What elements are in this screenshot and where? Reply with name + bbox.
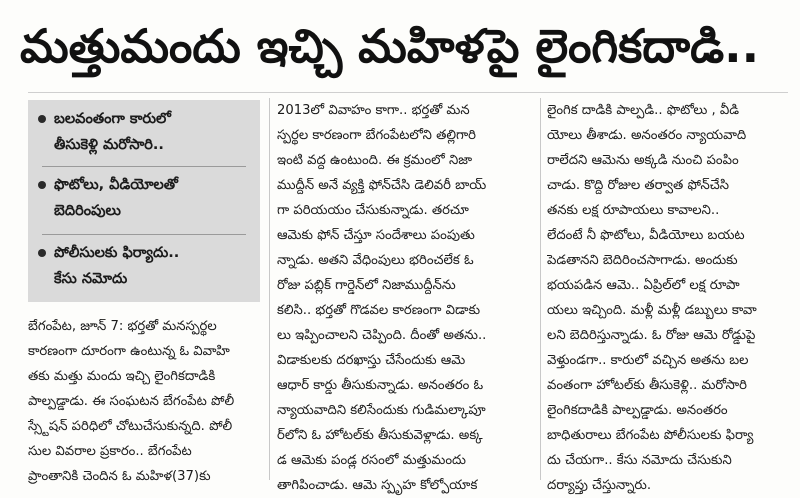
highlight-item [38, 172, 256, 226]
bullet-icon [38, 115, 46, 123]
highlight-text: పోలీసులకు ఫిర్యాదు.. కేసు నమోదు [54, 245, 180, 287]
highlights-box [28, 100, 260, 302]
article-column-right: లైంగిక దాడికి పాల్పడి.. ఫొటోలు , వీడి యోలు తీశాడు. అనంతరం న్యాయవాది రాలేదని ఆమెను అక్కడి నుంచి పంపిం చాడు. కొద్ది రోజుల తర్వాత ఫోన్‌చేసి తనకు లక్ష రూపాయలు కావాలని.. లేదంటే నీ ఫొటోలు, వీడియోలు బయట పెడతానని బెదిరించసాగాడు. అందుకు భయపడిన ఆమె.. ఏప్రిల్‌లో లక్ష రూపా యలు ఇచ్చింది. మళ్లీ మళ్లీ డబ్బులు కావా లని బెదిరిస్తున్నాడు. ఓ రోజు ఆమె రోడ్డుపై వెళ్తుండగా.. కారులో వచ్చిన అతను బల వంతంగా హోటల్‌కు తీసుకెళ్లి.. మరోసారి లైంగికదాడికి పాల్పడ్డాడు. అనంతరం బాధితురాలు బేగంపేట పోలీసులకు ఫిర్యా దు చేయగా.. కేసు నమోదు చేసుకుని దర్యాప్తు చేస్తున్నారు. [547, 103, 757, 493]
headline: మత్తుమందు ఇచ్చి మహిళపై లైంగికదాడి.. [20, 19, 760, 73]
column-divider [269, 98, 270, 480]
article-column-middle: 2013లో వివాహం కాగా.. భర్తతో మన స్పర్థల కారణంగా బేగంపేటలోని తల్లిగారి ఇంటి వద్ద ఉంటుంది. ఈ క్రమంలో నిజా ముద్దీన్ అనే వ్యక్తి ఫోన్‌చేసి డెలివరీ బాయ్ గా పరియయం చేసుకున్నాడు. తరచూ ఆమెకు ఫోన్ చేస్తూ సందేశాలు పంపుతు న్నాడు. అతని వేధింపులు భరించలేక ఓ రోజు పబ్లిక్ గార్డెన్‌లో నిజాముద్దీన్‌ను కలిసి.. భర్తతో గొడవల కారణంగా విడాకు లు ఇప్పించాలని చెప్పింది. దీంతో అతను.. విడాకులకు దరఖాస్తు చేసేందుకు ఆమె ఆధార్ కార్డు తీసుకున్నాడు. అనంతరం ఓ న్యాయవాదిని కలిసేందుకు గుడిమల్కాపూ ర్‌లోని ఓ హోటల్‌కు తీసుకువెళ్లాడు. అక్క డ ఆమెకు పండ్ల రసంలో మత్తుమందు తాగిపించాడు. ఆమె స్పృహ కోల్పోయాక [277, 103, 487, 493]
top-divider [28, 92, 788, 93]
highlight-text: ఫొటోలు, వీడియోలతో బెదిరింపులు [54, 177, 178, 219]
column-divider [540, 98, 541, 480]
bullet-icon [38, 181, 46, 189]
highlight-text: బలవంతంగా కారులో తీసుకెళ్లి మరోసారి.. [54, 111, 171, 153]
bullet-icon [38, 249, 46, 257]
highlight-divider [42, 166, 246, 167]
highlight-item [38, 106, 256, 160]
article-column-left: బేగంపేట, జూన్ 7: భర్తతో మనస్పర్థల కారణంగా దూరంగా ఉంటున్న ఓ వివాహి తకు మత్తు మందు ఇచ్చి లైంగికదాడికి పాల్పడ్డాడు. ఈ సంఘటన బేగంపేట పోలీ స్స్టేషన్ పరిధిలో చోటుచేసుకున్నది. పోలీ సుల వివరాల ప్రకారం.. బేగంపేట ప్రాంతానికి చెందిన ఓ మహిళ(37)కు [28, 319, 235, 484]
highlight-item [38, 240, 256, 294]
highlight-divider [42, 234, 246, 235]
